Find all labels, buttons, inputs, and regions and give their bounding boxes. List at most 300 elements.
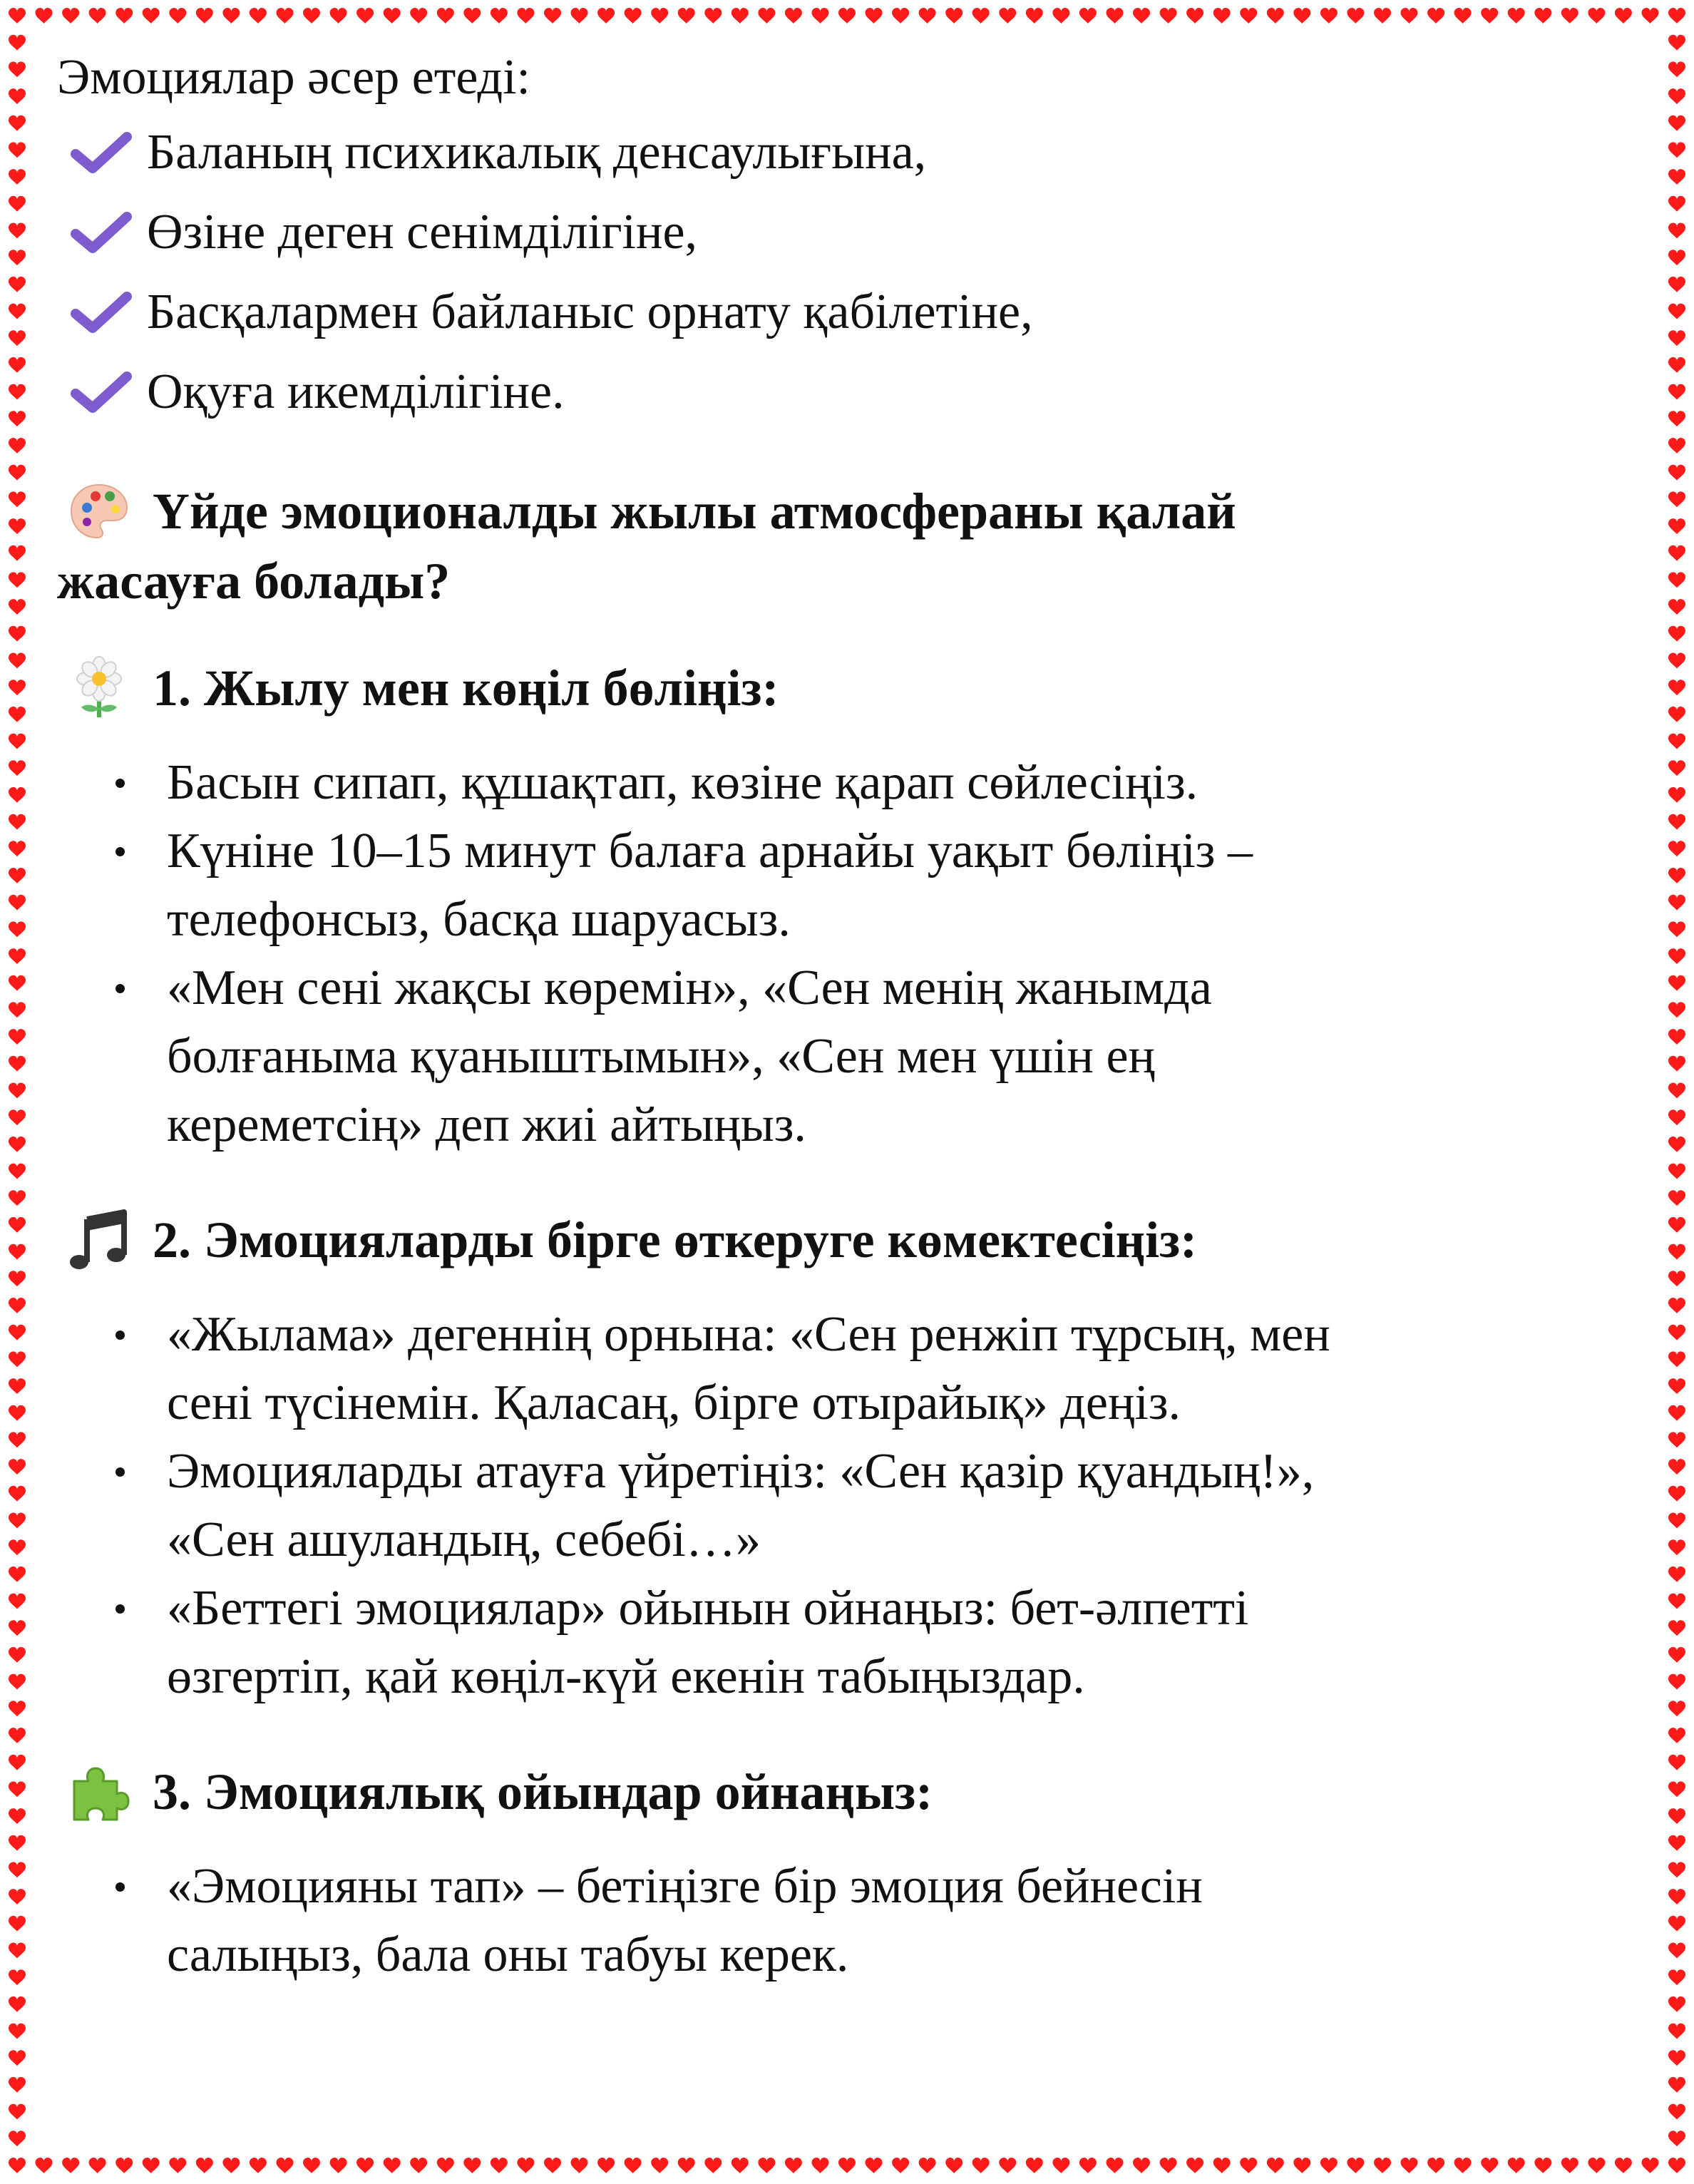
heart-icon <box>1026 2158 1043 2173</box>
heart-icon <box>625 8 642 24</box>
list-item-line: «Мен сені жақсы көремін», «Сен менің жанымда <box>167 960 1212 1015</box>
heart-icon <box>9 787 26 803</box>
heart-icon <box>1668 35 1685 51</box>
list-item-line: сені түсінемін. Қаласаң, бірге отырайық» деңіз. <box>167 1375 1181 1430</box>
heart-icon <box>1668 545 1685 561</box>
heart-icon <box>1668 653 1685 669</box>
heart-icon <box>9 868 26 883</box>
heart-icon <box>1534 8 1551 24</box>
heart-icon <box>1668 142 1685 158</box>
heart-icon <box>1668 169 1685 185</box>
list-item <box>57 817 1626 954</box>
heart-icon <box>1668 1969 1685 1985</box>
heart-icon <box>410 2158 427 2173</box>
heart-icon <box>277 8 294 24</box>
heart-icon <box>1107 2158 1124 2173</box>
bullet-icon <box>115 1882 125 1892</box>
heart-icon <box>9 1701 26 1716</box>
heart-icon <box>9 1029 26 1045</box>
heart-icon <box>330 8 347 24</box>
heart-icon <box>9 1755 26 1770</box>
musical-note-icon <box>67 1208 131 1272</box>
heart-icon <box>999 2158 1016 2173</box>
intro-text: Эмоциялар әсер етеді: <box>57 50 531 105</box>
heart-icon <box>1668 707 1685 722</box>
main-heading-line2: жасауға болады? <box>57 553 451 610</box>
heart-icon <box>222 2158 240 2173</box>
heart-icon <box>1668 1728 1685 1743</box>
section-2-list <box>57 1301 1626 1711</box>
heart-icon <box>115 2158 133 2173</box>
section-3-list <box>57 1852 1626 1989</box>
heart-icon <box>384 8 401 24</box>
heart-icon <box>1052 2158 1069 2173</box>
heart-icon <box>1668 1781 1685 1797</box>
heart-icon <box>866 8 883 24</box>
heart-icon <box>1668 1647 1685 1663</box>
heart-icon <box>1133 8 1150 24</box>
heart-icon <box>651 8 668 24</box>
heart-icon <box>1668 223 1685 239</box>
heart-icon <box>812 8 829 24</box>
heart-icon <box>1668 1432 1685 1447</box>
heart-icon <box>1320 8 1338 24</box>
heart-icon <box>9 1594 26 1609</box>
heart-icon <box>9 438 26 453</box>
heart-icon <box>463 2158 481 2173</box>
heart-icon <box>9 1298 26 1313</box>
heart-icon <box>9 384 26 400</box>
white-flower-icon <box>67 656 131 720</box>
heart-icon <box>1668 975 1685 991</box>
heart-icon <box>571 8 588 24</box>
heart-icon <box>9 545 26 561</box>
heart-icon <box>972 8 990 24</box>
check-item-text: Өзіне деген сенімділігіне, <box>147 205 698 260</box>
heart-icon <box>1668 1567 1685 1582</box>
heart-icon <box>9 975 26 991</box>
heart-icon <box>544 8 561 24</box>
heart-icon <box>9 841 26 856</box>
heart-icon <box>1401 8 1418 24</box>
heart-icon <box>9 1137 26 1152</box>
heart-icon <box>9 277 26 292</box>
heart-icon <box>1668 680 1685 695</box>
section-1-heading <box>57 653 1626 723</box>
heart-icon <box>892 8 909 24</box>
heart-icon <box>785 8 802 24</box>
heart-icon <box>945 8 962 24</box>
check-mark-icon <box>70 291 133 334</box>
heart-icon <box>1186 2158 1203 2173</box>
heart-icon <box>9 895 26 911</box>
check-item-text: Оқуға икемділігіне. <box>147 364 565 419</box>
heart-icon <box>651 2158 668 2173</box>
heart-icon <box>9 1083 26 1099</box>
heart-icon <box>62 2158 79 2173</box>
heart-icon <box>1668 1137 1685 1152</box>
heart-icon <box>9 1459 26 1475</box>
heart-icon <box>196 2158 213 2173</box>
heart-icon <box>1213 8 1231 24</box>
heart-icon <box>1668 1271 1685 1286</box>
heart-icon <box>1401 2158 1418 2173</box>
heart-icon <box>678 8 695 24</box>
heart-icon <box>9 1002 26 1017</box>
list-item <box>57 1437 1626 1574</box>
heart-icon <box>1668 1378 1685 1394</box>
heart-icon <box>9 330 26 346</box>
heart-icon <box>1668 1351 1685 1367</box>
list-item <box>57 1574 1626 1711</box>
heart-icon <box>9 1835 26 1851</box>
heart-icon <box>9 411 26 426</box>
bullet-icon <box>115 1604 125 1614</box>
heart-icon <box>1347 2158 1364 2173</box>
heart-icon <box>1668 196 1685 212</box>
heart-icon <box>1267 8 1284 24</box>
heart-icon <box>9 572 26 588</box>
heart-icon <box>9 760 26 776</box>
list-item-line: өзгертіп, қай көңіл-күй екенін табыңыздар. <box>167 1649 1085 1704</box>
heart-icon <box>838 2158 856 2173</box>
heart-icon <box>9 465 26 481</box>
list-item-line: салыңыз, бала оны табуы керек. <box>167 1927 849 1982</box>
heart-icon <box>678 2158 695 2173</box>
heart-icon <box>1668 438 1685 453</box>
heart-icon <box>9 88 26 104</box>
heart-icon <box>89 2158 106 2173</box>
heart-icon <box>1534 2158 1551 2173</box>
heart-icon <box>1668 1486 1685 1502</box>
check-item <box>57 352 1626 432</box>
heart-icon <box>356 8 374 24</box>
heart-icon <box>1160 2158 1177 2173</box>
heart-icon <box>1668 1996 1685 2012</box>
heart-icon <box>9 1889 26 1904</box>
heart-icon <box>919 8 936 24</box>
heart-icon <box>1668 1244 1685 1260</box>
main-heading-line1: Үйде эмоционалды жылы атмосфераны қалай <box>153 483 1236 540</box>
artist-palette-icon <box>67 479 131 543</box>
heart-icon <box>9 2050 26 2066</box>
list-item-line: «Жылама» дегеннің орнына: «Сен ренжіп тұрсың, мен <box>167 1307 1330 1362</box>
heart-icon <box>1374 2158 1391 2173</box>
heart-icon <box>9 2104 26 2120</box>
heart-icon <box>1668 2050 1685 2066</box>
heart-icon <box>1668 1002 1685 1017</box>
heart-icon <box>143 8 160 24</box>
heart-icon <box>1668 61 1685 77</box>
heart-icon <box>732 2158 749 2173</box>
heart-icon <box>9 250 26 265</box>
heart-icon <box>1668 1405 1685 1421</box>
heart-icon <box>9 1432 26 1447</box>
list-item-line: Күніне 10–15 минут балаға арнайы уақыт бөліңіз – <box>167 824 1253 878</box>
heart-icon <box>9 653 26 669</box>
heart-icon <box>1668 626 1685 642</box>
heart-icon <box>1668 1298 1685 1313</box>
heart-icon <box>1213 2158 1231 2173</box>
heart-icon <box>597 2158 615 2173</box>
heart-icon <box>732 8 749 24</box>
heart-icon <box>1668 1916 1685 1932</box>
list-item <box>57 749 1626 817</box>
heart-icon <box>1427 2158 1444 2173</box>
list-item-line: Эмоцияларды атауға үйретіңіз: «Сен қазір қуандың!», <box>167 1444 1315 1499</box>
heart-icon <box>62 8 79 24</box>
heart-icon <box>1642 2158 1659 2173</box>
heart-icon <box>1668 1594 1685 1609</box>
heart-icon <box>250 8 267 24</box>
heart-icon <box>1668 1862 1685 1877</box>
heart-icon <box>1293 8 1310 24</box>
check-mark-icon <box>70 131 133 174</box>
heart-icon <box>866 2158 883 2173</box>
heart-icon <box>1347 8 1364 24</box>
heart-icon <box>919 2158 936 2173</box>
heart-icon <box>1668 1943 1685 1959</box>
heart-icon <box>1026 8 1043 24</box>
heart-icon <box>1320 2158 1338 2173</box>
heart-icon <box>89 8 106 24</box>
heart-icon <box>1481 2158 1498 2173</box>
heart-icon <box>384 2158 401 2173</box>
heart-icon <box>597 8 615 24</box>
list-item <box>57 1852 1626 1989</box>
heart-icon <box>1668 465 1685 481</box>
check-mark-icon <box>70 371 133 414</box>
heart-icon <box>758 2158 775 2173</box>
heart-icon <box>1615 2158 1632 2173</box>
bullet-icon <box>115 984 125 993</box>
heart-icon <box>9 491 26 507</box>
heart-icon <box>1668 2158 1685 2173</box>
heart-icon <box>1561 8 1578 24</box>
heart-icon <box>1668 88 1685 104</box>
heart-icon <box>9 61 26 77</box>
heart-icon <box>1668 787 1685 803</box>
heart-icon <box>517 8 534 24</box>
heart-icon <box>9 357 26 373</box>
heart-icon <box>1668 734 1685 749</box>
heart-icon <box>9 734 26 749</box>
heart-icon <box>9 1916 26 1932</box>
list-item-line: «Сен ашуландың, себебі…» <box>167 1512 761 1567</box>
heart-icon <box>1668 1325 1685 1340</box>
heart-icon <box>1668 1190 1685 1206</box>
heart-icon <box>9 1728 26 1743</box>
heart-icon <box>1668 599 1685 615</box>
section-1-list <box>57 749 1626 1159</box>
heart-icon <box>1668 277 1685 292</box>
heart-icon <box>250 2158 267 2173</box>
heart-icon <box>9 1781 26 1797</box>
heart-icon <box>9 142 26 158</box>
check-item-text: Баланың психикалық денсаулығына, <box>147 125 927 180</box>
heart-icon <box>303 8 320 24</box>
heart-icon <box>277 2158 294 2173</box>
heart-icon <box>9 196 26 212</box>
check-item-text: Басқалармен байланыс орнату қабілетіне, <box>147 284 1033 339</box>
heart-icon <box>517 2158 534 2173</box>
heart-icon <box>1668 330 1685 346</box>
heart-icon <box>1668 1029 1685 1045</box>
heart-icon <box>999 8 1016 24</box>
heart-icon <box>9 2131 26 2146</box>
heart-icon <box>9 223 26 239</box>
heart-icon <box>9 921 26 937</box>
heart-icon <box>1668 2077 1685 2093</box>
heart-icon <box>9 1217 26 1233</box>
heart-icon <box>1454 2158 1472 2173</box>
section-2-title: 2. Эмоцияларды бірге өткеруге көмектесіңіз: <box>153 1211 1198 1268</box>
heart-icon <box>1668 921 1685 937</box>
main-heading-first-line <box>57 476 1626 546</box>
heart-icon <box>9 1109 26 1125</box>
heart-icon <box>437 8 454 24</box>
heart-icon <box>1668 948 1685 964</box>
heart-icon <box>169 2158 186 2173</box>
heart-icon <box>1668 411 1685 426</box>
heart-icon <box>169 8 186 24</box>
heart-icon <box>9 626 26 642</box>
heart-icon <box>1668 1755 1685 1770</box>
heart-icon <box>9 304 26 319</box>
heart-icon <box>9 169 26 185</box>
heart-icon <box>625 2158 642 2173</box>
heart-icon <box>1240 2158 1257 2173</box>
heart-icon <box>1668 491 1685 507</box>
heart-icon <box>9 1943 26 1959</box>
heart-icon <box>945 2158 962 2173</box>
heart-icon <box>812 2158 829 2173</box>
heart-icon <box>1668 868 1685 883</box>
list-item <box>57 954 1626 1159</box>
heart-icon <box>9 948 26 964</box>
bullet-icon <box>115 1331 125 1340</box>
section-3-heading <box>57 1757 1626 1827</box>
heart-icon <box>9 1539 26 1555</box>
heart-icon <box>1160 8 1177 24</box>
heart-icon <box>758 8 775 24</box>
heart-icon <box>1668 895 1685 911</box>
heart-icon <box>1133 2158 1150 2173</box>
heart-icon <box>36 8 53 24</box>
document-content <box>57 43 1626 1989</box>
heart-icon <box>1374 8 1391 24</box>
heart-icon <box>1668 116 1685 131</box>
heart-icon <box>1668 1056 1685 1072</box>
heart-icon <box>1668 1674 1685 1690</box>
heart-icon <box>222 8 240 24</box>
heart-icon <box>544 2158 561 2173</box>
heart-icon <box>463 8 481 24</box>
heart-icon <box>491 2158 508 2173</box>
list-item-line: болғаныма қуаныштымын», «Сен мен үшін ең <box>167 1029 1155 1084</box>
heart-icon <box>1668 1164 1685 1179</box>
heart-icon <box>1668 1083 1685 1099</box>
heart-icon <box>196 8 213 24</box>
heart-icon <box>1293 2158 1310 2173</box>
heart-icon <box>9 1271 26 1286</box>
heart-icon <box>1668 1889 1685 1904</box>
heart-icon <box>785 2158 802 2173</box>
heart-icon <box>9 680 26 695</box>
heart-icon <box>1481 8 1498 24</box>
heart-icon <box>330 2158 347 2173</box>
heart-icon <box>704 2158 722 2173</box>
heart-icon <box>972 2158 990 2173</box>
heart-icon <box>9 1164 26 1179</box>
heart-icon <box>9 1620 26 1636</box>
heart-icon <box>1615 8 1632 24</box>
heart-icon <box>1668 1217 1685 1233</box>
heart-icon <box>1668 2131 1685 2146</box>
heart-icon <box>9 1190 26 1206</box>
heart-icon <box>1107 8 1124 24</box>
heart-icon <box>1668 1109 1685 1125</box>
heart-icon <box>838 8 856 24</box>
heart-icon <box>9 518 26 534</box>
check-item <box>57 113 1626 193</box>
heart-icon <box>1052 8 1069 24</box>
heart-icon <box>9 1325 26 1340</box>
heart-icon <box>1588 8 1605 24</box>
heart-icon <box>1561 2158 1578 2173</box>
heart-icon <box>9 1647 26 1663</box>
heart-icon <box>9 1808 26 1824</box>
heart-icon <box>1642 8 1659 24</box>
section-1-title: 1. Жылу мен көңіл бөліңіз: <box>153 660 779 717</box>
bullet-icon <box>115 1467 125 1477</box>
heart-icon <box>1668 1539 1685 1555</box>
heart-icon <box>1668 1620 1685 1636</box>
heart-icon <box>1668 1701 1685 1716</box>
heart-icon <box>9 116 26 131</box>
heart-icon <box>356 2158 374 2173</box>
section-2-heading <box>57 1205 1626 1275</box>
heart-icon <box>9 1486 26 1502</box>
heart-icon <box>9 2024 26 2039</box>
heart-icon <box>9 599 26 615</box>
heart-icon <box>143 2158 160 2173</box>
heart-icon <box>9 1969 26 1985</box>
heart-icon <box>1668 384 1685 400</box>
heart-icon <box>1668 8 1685 24</box>
list-item-line: кереметсің» деп жиі айтыңыз. <box>167 1097 806 1152</box>
heart-icon <box>303 2158 320 2173</box>
heart-icon <box>1267 2158 1284 2173</box>
check-list <box>57 113 1626 432</box>
heart-icon <box>1668 814 1685 830</box>
list-item <box>57 1301 1626 1437</box>
list-item-line: «Беттегі эмоциялар» ойынын ойнаңыз: бет-әлпетті <box>167 1581 1249 1636</box>
main-heading <box>57 476 1626 616</box>
heart-icon <box>704 8 722 24</box>
heart-icon <box>9 1405 26 1421</box>
heart-icon <box>1240 8 1257 24</box>
heart-icon <box>1668 2024 1685 2039</box>
heart-icon <box>1508 2158 1525 2173</box>
heart-icon <box>1079 8 1097 24</box>
heart-icon <box>9 1513 26 1529</box>
heart-icon <box>115 8 133 24</box>
heart-icon <box>9 1351 26 1367</box>
bullet-icon <box>115 847 125 856</box>
heart-icon <box>9 1862 26 1877</box>
heart-icon <box>1668 760 1685 776</box>
